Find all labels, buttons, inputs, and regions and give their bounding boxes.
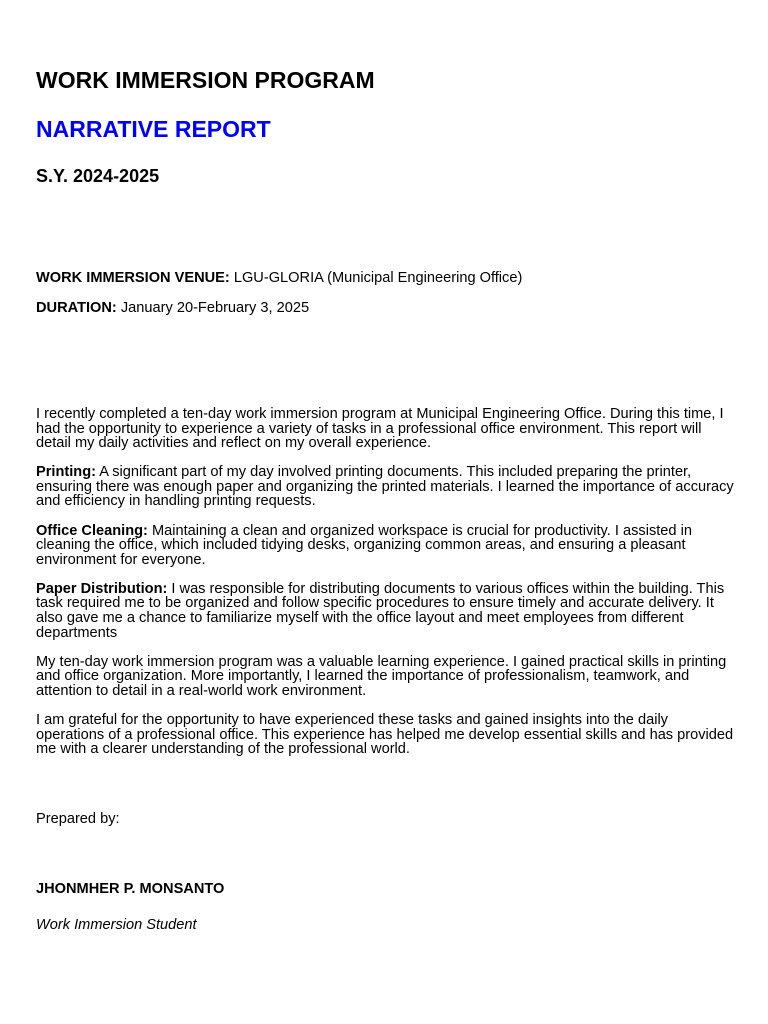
prepared-by-label: Prepared by: (36, 811, 120, 827)
intro-paragraph: I recently completed a ten-day work immersion program at Municipal Engineering Office. During this time, I had the opportunity to experience a variety of tasks in a professional office environment. This report will detail my daily activities and reflect on my overall experience. (36, 406, 724, 452)
document-title: WORK IMMERSION PROGRAM (36, 67, 375, 93)
student-name: JHONMHER P. MONSANTO (36, 881, 225, 897)
printing-text: A significant part of my day involved printing documents. This included preparing the printer, ensuring there was enough paper and organizing the printed materials. I learned the importance of accuracy and efficiency in handling printing requests. (36, 464, 734, 510)
office-cleaning-paragraph (36, 524, 736, 568)
office-cleaning-text: Maintaining a clean and organized workspace is crucial for productivity. I assisted in cleaning the office, which included tidying desks, organizing common areas, and ensuring a pleasant environment for everyone. (36, 522, 692, 568)
duration-value: January 20-February 3, 2025 (120, 300, 310, 316)
venue-value: LGU-GLORIA (Municipal Engineering Office) (233, 270, 523, 286)
venue-line (36, 269, 522, 287)
venue-label: WORK IMMERSION VENUE: (36, 270, 230, 286)
duration-label: DURATION: (36, 300, 117, 316)
paper-distribution-label: Paper Distribution: (36, 580, 168, 597)
duration-line (36, 299, 309, 317)
paper-distribution-text: I was responsible for distributing documents to various offices within the building. This task required me to be organized and follow specific procedures to ensure timely and accurate delivery. It also gave me a chance to familiarize myself with the office layout and meet employees from different departments (36, 580, 725, 641)
printing-label: Printing: (36, 464, 96, 481)
office-cleaning-label: Office Cleaning: (36, 522, 148, 539)
school-year: S.Y. 2024-2025 (36, 166, 160, 186)
student-role: Work Immersion Student (36, 917, 197, 933)
closing-paragraph: I am grateful for the opportunity to have experienced these tasks and gained insights into the daily operations of a professional office. This experience has helped me develop essential skills and has provided me with a clearer understanding of the professional world. (36, 712, 734, 758)
document-subtitle: NARRATIVE REPORT (36, 116, 271, 142)
paper-distribution-paragraph (36, 582, 736, 640)
report-body (36, 407, 736, 771)
reflection-paragraph: My ten-day work immersion program was a valuable learning experience. I gained practical skills in printing and office organization. More importantly, I learned the importance of professionalism, teamwork, and attention to detail in a real-world work environment. (36, 653, 727, 699)
printing-paragraph (36, 465, 736, 509)
